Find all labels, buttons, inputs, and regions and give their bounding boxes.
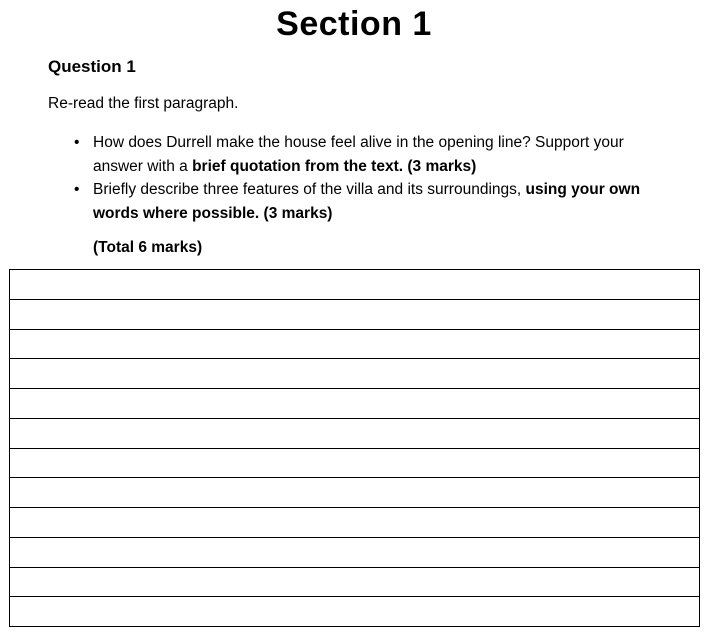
worksheet-page xyxy=(0,4,708,632)
bullet-item xyxy=(74,131,688,178)
answer-table xyxy=(9,269,700,627)
bullet-icon: • xyxy=(74,181,80,198)
bullet-text-segment: How does Durrell make the house feel alive in the opening line? Support your xyxy=(93,134,624,151)
bullet-text-segment: answer with a xyxy=(93,157,193,175)
answer-row[interactable] xyxy=(10,508,699,538)
answer-row[interactable] xyxy=(10,449,699,479)
question-heading: Question 1 xyxy=(48,57,136,76)
answer-row[interactable] xyxy=(10,270,699,300)
question-bullet-list xyxy=(0,131,708,225)
page-title: Section 1 xyxy=(276,5,432,43)
answer-row[interactable] xyxy=(10,330,699,360)
answer-row[interactable] xyxy=(10,359,699,389)
answer-row[interactable] xyxy=(10,389,699,419)
total-marks-label: (Total 6 marks) xyxy=(93,239,203,256)
answer-row[interactable] xyxy=(10,597,699,626)
answer-row[interactable] xyxy=(10,300,699,330)
bullet-text-segment: Briefly describe three features of the villa and its surroundings, xyxy=(93,181,526,198)
bullet-item xyxy=(74,178,688,225)
question-instruction: Re-read the first paragraph. xyxy=(48,95,239,112)
answer-row[interactable] xyxy=(10,419,699,449)
bullet-text-segment-bold: using your own xyxy=(525,181,641,198)
bullet-text-segment-bold: brief quotation from the text. (3 marks) xyxy=(192,157,477,175)
answer-row[interactable] xyxy=(10,538,699,568)
answer-row[interactable] xyxy=(10,568,699,598)
answer-row[interactable] xyxy=(10,478,699,508)
bullet-text-segment-bold: words where possible. (3 marks) xyxy=(93,204,333,222)
bullet-icon: • xyxy=(74,134,80,151)
